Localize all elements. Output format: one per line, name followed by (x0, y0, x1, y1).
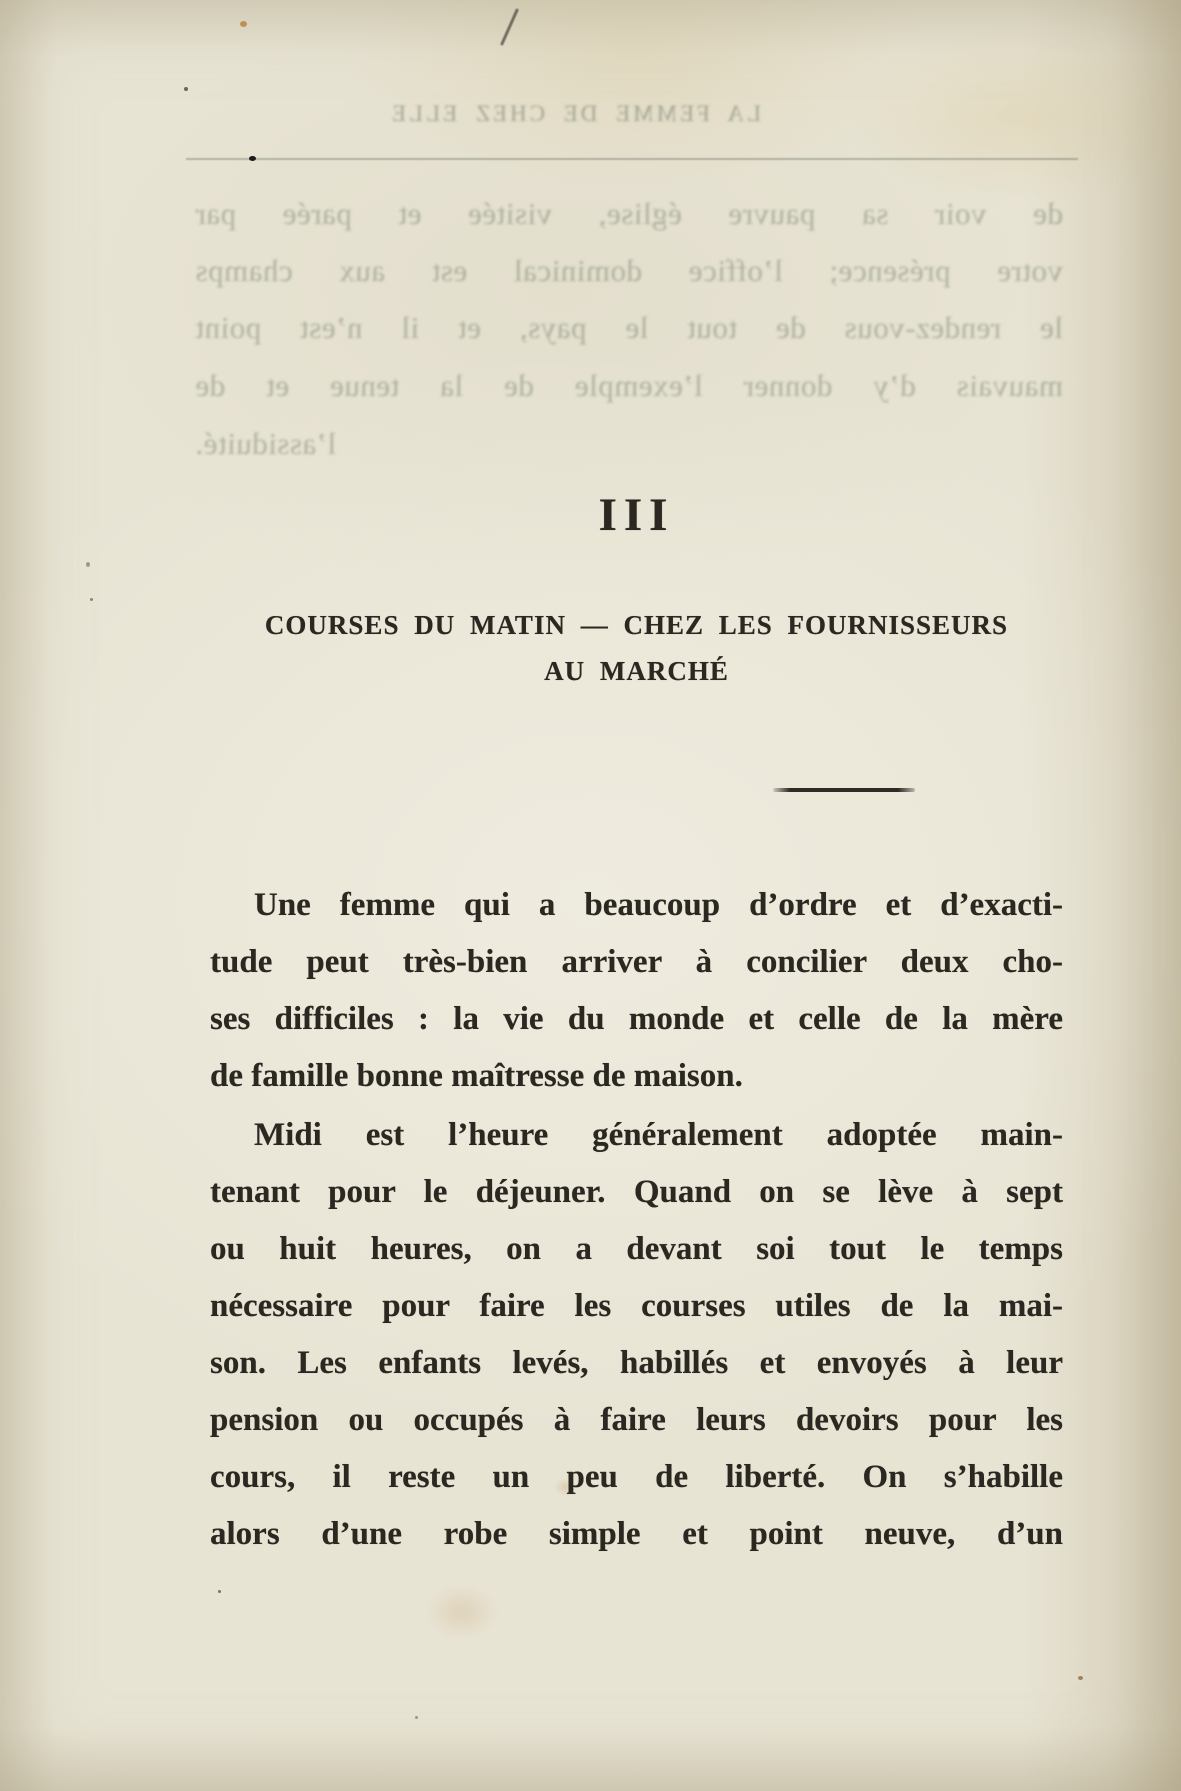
ghost-text-line: de voir sa pauvre église, visitée et parée par (195, 196, 1063, 231)
body-line: alors d’une robe simple et point neuve, d’un (210, 1516, 1063, 1552)
body-line: pension ou occupés à faire leurs devoirs pour les (210, 1402, 1063, 1438)
ghost-head-rule (186, 158, 1078, 160)
body-line: ses difficiles : la vie du monde et celle de la mère (210, 1001, 1063, 1037)
paper-speck (240, 21, 247, 27)
body-line: ou huit heures, on a devant soi tout le temps (210, 1231, 1063, 1267)
paper-speck (415, 1716, 418, 1719)
ghost-text-line: mauvais d’y donner l’exemple de la tenue et de (195, 368, 1063, 403)
chapter-numeral: III (598, 489, 675, 541)
body-line: son. Les enfants levés, habillés et envoyés à leur (210, 1345, 1063, 1381)
paper-speck (1078, 1676, 1083, 1680)
ghost-running-head: LA FEMME DE CHEZ ELLE (388, 101, 762, 126)
section-divider-rule (773, 788, 915, 792)
ghost-text-line: l’assiduité. (195, 426, 337, 461)
chapter-title-line-1: COURSES DU MATIN — CHEZ LES FOURNISSEURS (264, 610, 1009, 640)
chapter-title-line-2: AU MARCHÉ (544, 656, 729, 686)
body-line: Midi est l’heure généralement adoptée main- (254, 1117, 1063, 1153)
body-line: de famille bonne maîtresse de maison. (210, 1058, 743, 1094)
body-line: tenant pour le déjeuner. Quand on se lève à sept (210, 1174, 1063, 1210)
paper-speck (90, 598, 93, 601)
pen-slash-mark (500, 8, 519, 46)
paper-speck (86, 562, 90, 567)
ghost-text-line: le rendez-vous de tout le pays, et il n’est point (195, 310, 1063, 345)
body-line: tude peut très-bien arriver à concilier deux cho- (210, 944, 1063, 980)
body-line: Une femme qui a beaucoup d’ordre et d’exacti- (254, 887, 1063, 923)
paper-speck (184, 87, 188, 91)
body-line: nécessaire pour faire les courses utiles de la mai- (210, 1288, 1063, 1324)
body-line: cours, il reste un peu de liberté. On s’habille (210, 1459, 1063, 1495)
ghost-text-line: votre présence; l’office dominical est aux champs (195, 253, 1063, 288)
paper-speck (218, 1590, 221, 1593)
paper-speck (249, 156, 256, 161)
